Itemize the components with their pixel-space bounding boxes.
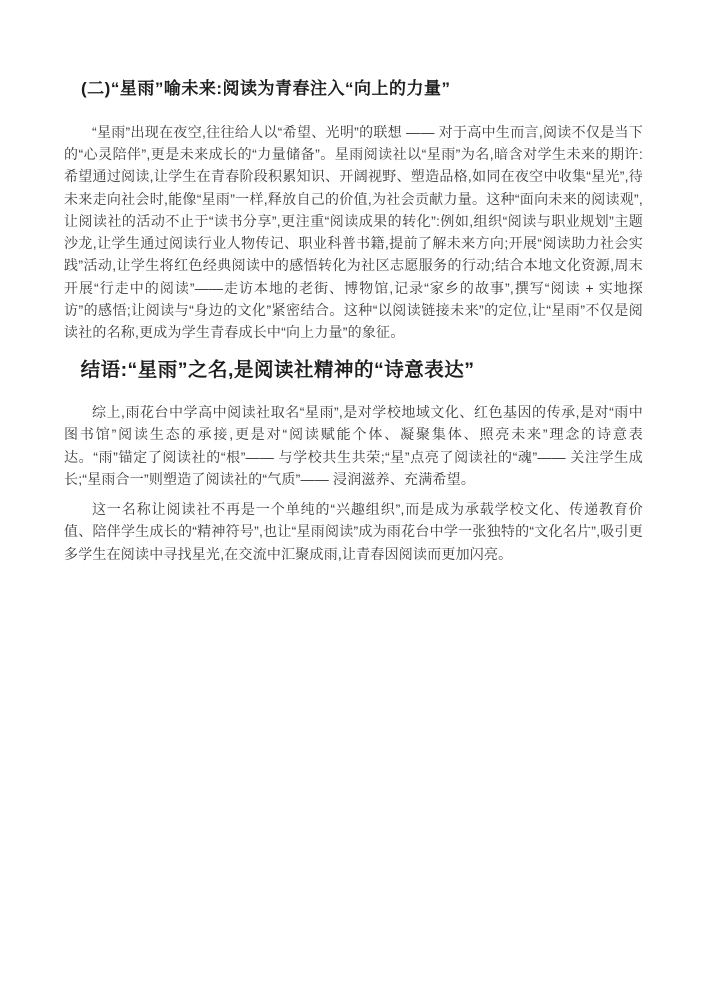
section-heading: (二)“星雨”喻未来:阅读为青春注入“向上的力量” bbox=[81, 79, 451, 98]
section-body-paragraph: “星雨”出现在夜空,往往给人以“希望、光明”的联想 —— 对于高中生而言,阅读不仅是当下的“心灵陪伴”,更是未来成长的“力量储备”。星雨阅读社以“星雨”为名,暗含对学生未来的期许:希望通过阅读,让学生在青春阶段积累知识、开阔视野、塑造品格,如同在夜空中收集“星光”,待未来走向社会时,能像“星雨”一样,释放自己的价值,为社会贡献力量。这种“面向未来的阅读观”,让阅读社的活动不止于“读书分享”,更注重“阅读成果的转化”:例如,组织“阅读与职业规划”主题沙龙,让学生通过阅读行业人物传记、职业科普书籍,提前了解未来方向;开展“阅读助力社会实践”活动,让学生将红色经典阅读中的感悟转化为社区志愿服务的行动;结合本地文化资源,周末开展“行走中的阅读”——走访本地的老街、博物馆,记录“家乡的故事”,撰写“阅读 + 实地探访”的感悟;让阅读与“身边的文化”紧密结合。这种“以阅读链接未来”的定位,让“星雨”不仅是阅读社的名称,更成为学生青春成长中“向上力量”的象征。 bbox=[64, 123, 643, 341]
conclusion-paragraph-2: 这一名称让阅读社不再是一个单纯的“兴趣组织”,而是成为承载学校文化、传递教育价值、陪伴学生成长的“精神符号”,也让“星雨阅读”成为雨花台中学一张独特的“文化名片”,吸引更多学生在阅读中寻找星光,在交流中汇聚成雨,让青春因阅读而更加闪亮。 bbox=[64, 501, 643, 562]
conclusion-heading: 结语:“星雨”之名,是阅读社精神的“诗意表达” bbox=[80, 358, 475, 381]
conclusion-paragraph-1: 综上,雨花台中学高中阅读社取名“星雨”,是对学校地域文化、红色基因的传承,是对“雨中图书馆”阅读生态的承接,更是对“阅读赋能个体、凝聚集体、照亮未来”理念的诗意表达。“雨”锚定了阅读社的“根”—— 与学校共生共荣;“星”点亮了阅读社的“魂”—— 关注学生成长;“星雨合一”则塑造了阅读社的“气质”—— 浸润滋养、充满希望。 bbox=[64, 403, 643, 487]
